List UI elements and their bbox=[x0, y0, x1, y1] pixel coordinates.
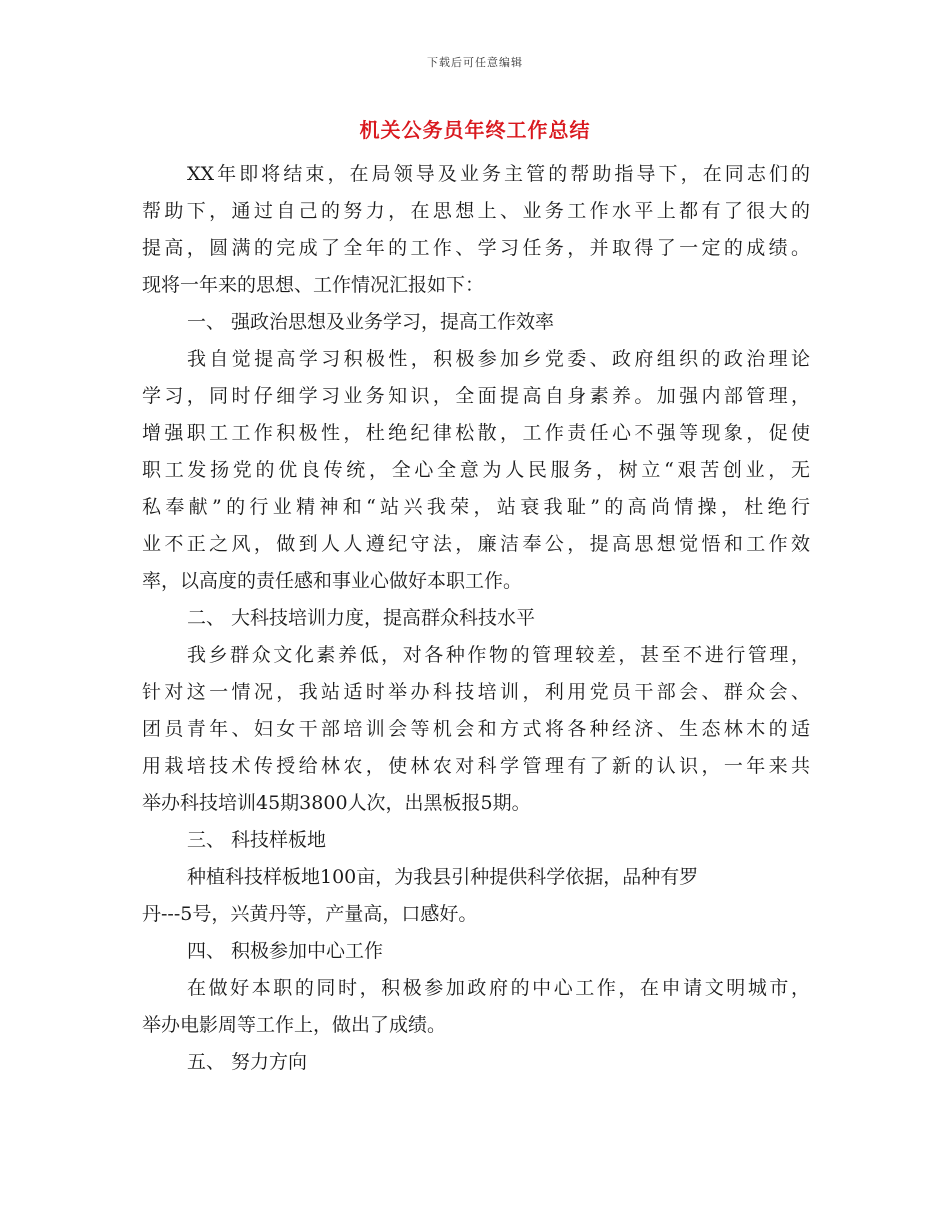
section-heading: 五、 努力方向 bbox=[187, 1051, 308, 1073]
paragraph-line: 帮助下，通过自己的努力，在思想上、业务工作水平上都有了很大的 bbox=[142, 200, 810, 222]
paragraph-line: 现将一年来的思想、工作情况汇报如下： bbox=[142, 274, 485, 296]
paragraph-line: 率，以高度的责任感和事业心做好本职工作。 bbox=[142, 570, 523, 592]
paragraph-line: 用栽培技术传授给林农，使林农对科学管理有了新的认识，一年来共 bbox=[142, 755, 810, 777]
section-heading: 四、 积极参加中心工作 bbox=[187, 940, 384, 962]
document-body bbox=[142, 156, 810, 1081]
paragraph-line: 团员青年、妇女干部培训会等机会和方式将各种经济、生态林木的适 bbox=[142, 718, 810, 740]
section-heading: 二、 大科技培训力度，提高群众科技水平 bbox=[187, 607, 536, 629]
paragraph-line: 提高，圆满的完成了全年的工作、学习任务，并取得了一定的成绩。 bbox=[142, 237, 810, 259]
paragraph-line: 举办电影周等工作上，做出了成绩。 bbox=[142, 1014, 447, 1036]
paragraph-line: 种植科技样板地100亩，为我县引种提供科学依据，品种有罗 bbox=[187, 866, 699, 888]
paragraph-line: 丹---5号，兴黄丹等，产量高，口感好。 bbox=[142, 903, 478, 925]
paragraph-line: 增强职工工作积极性，杜绝纪律松散，工作责任心不强等现象，促使 bbox=[142, 422, 810, 444]
paragraph-line: 在做好本职的同时，积极参加政府的中心工作，在申请文明城市， bbox=[187, 977, 810, 999]
paragraph-line: 学习，同时仔细学习业务知识，全面提高自身素养。加强内部管理， bbox=[142, 385, 810, 407]
paragraph-line: 私奉献”的行业精神和“站兴我荣，站衰我耻”的高尚情操，杜绝行 bbox=[142, 496, 810, 518]
section-heading: 一、 强政治思想及业务学习，提高工作效率 bbox=[187, 311, 555, 333]
page-header: 下载后可任意编辑 bbox=[427, 56, 523, 69]
document-title: 机关公务员年终工作总结 bbox=[359, 118, 591, 142]
paragraph-line: 业不正之风，做到人人遵纪守法，廉洁奉公，提高思想觉悟和工作效 bbox=[142, 533, 810, 555]
section-heading: 三、 科技样板地 bbox=[187, 829, 327, 851]
paragraph-line: 举办科技培训45期3800人次，出黑板报5期。 bbox=[142, 792, 531, 814]
paragraph-line: 针对这一情况，我站适时举办科技培训，利用党员干部会、群众会、 bbox=[142, 681, 810, 703]
paragraph-line: XX年即将结束，在局领导及业务主管的帮助指导下，在同志们的 bbox=[187, 163, 810, 185]
paragraph-line: 我乡群众文化素养低，对各种作物的管理较差，甚至不进行管理， bbox=[187, 644, 810, 666]
paragraph-line: 我自觉提高学习积极性，积极参加乡党委、政府组织的政治理论 bbox=[187, 348, 810, 370]
paragraph-line: 职工发扬党的优良传统，全心全意为人民服务，树立“艰苦创业，无 bbox=[142, 459, 810, 481]
